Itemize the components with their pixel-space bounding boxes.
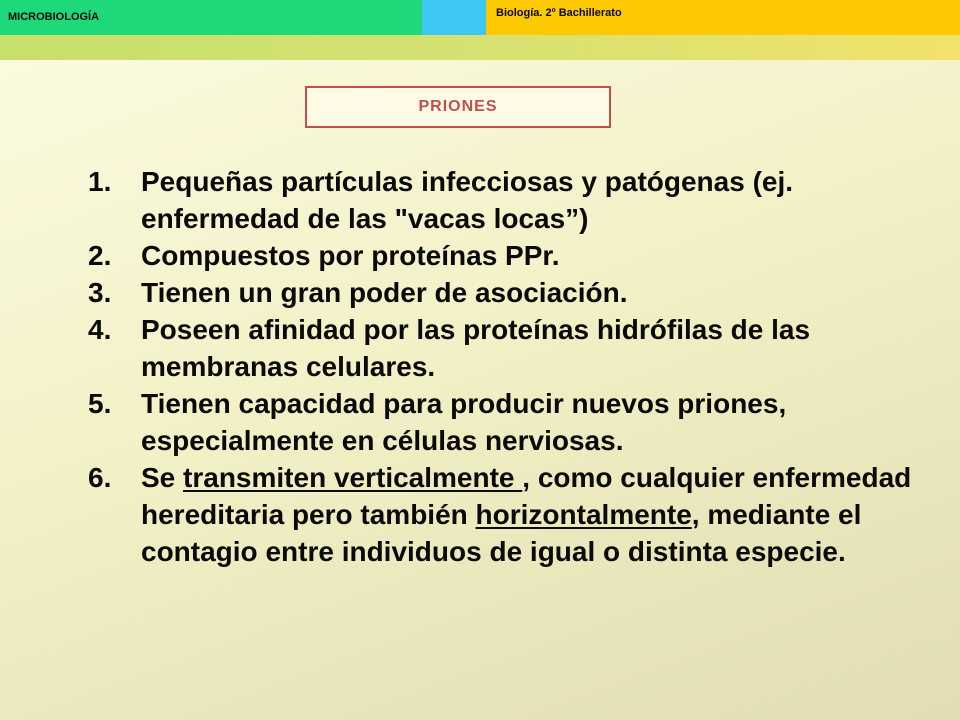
list-item-text: Compuestos por proteínas PPr. (141, 240, 560, 271)
list-item-text: Tienen capacidad para producir nuevos priones, especialmente en células nerviosas. (141, 388, 787, 456)
list-item-number: 5. (88, 388, 112, 419)
header-bar (0, 0, 960, 35)
prion-facts-list (88, 163, 948, 570)
list-item-number: 3. (88, 277, 112, 308)
list-item-number: 4. (88, 314, 112, 345)
list-item (88, 237, 948, 274)
list-item (88, 385, 948, 459)
list-item (88, 163, 948, 237)
slide-title-box (305, 86, 611, 128)
header-cyan-segment (422, 0, 486, 35)
list-item-text: Tienen un gran poder de asociación. (141, 277, 628, 308)
list-item (88, 459, 948, 570)
header-subject-label: MICROBIOLOGÍA (8, 11, 100, 23)
header-stripe (0, 35, 960, 60)
item6-underlined-horizontal: horizontalmente (475, 499, 692, 530)
item6-underlined-vertical: transmiten verticalmente (183, 462, 523, 493)
slide-title: PRIONES (418, 98, 498, 115)
list-item-number: 6. (88, 462, 112, 493)
list-item (88, 274, 948, 311)
list-item (88, 311, 948, 385)
item6-text-middle: , como cualquier enfermedad hereditaria pero también (141, 462, 912, 530)
list-item-text: Poseen afinidad por las proteínas hidrófilas de las membranas celulares. (141, 314, 811, 382)
list-item-text (141, 462, 911, 567)
list-item-text: Pequeñas partículas infecciosas y patógenas (ej. enfermedad de las "vacas locas”) (141, 166, 794, 234)
list-item-number: 2. (88, 240, 112, 271)
header-course-label: Biología. 2º Bachillerato (496, 7, 622, 19)
item6-text-end: , mediante el contagio entre individuos de igual o distinta especie. (141, 499, 862, 567)
item6-text-lead: Se (141, 462, 184, 493)
list-item-number: 1. (88, 166, 112, 197)
